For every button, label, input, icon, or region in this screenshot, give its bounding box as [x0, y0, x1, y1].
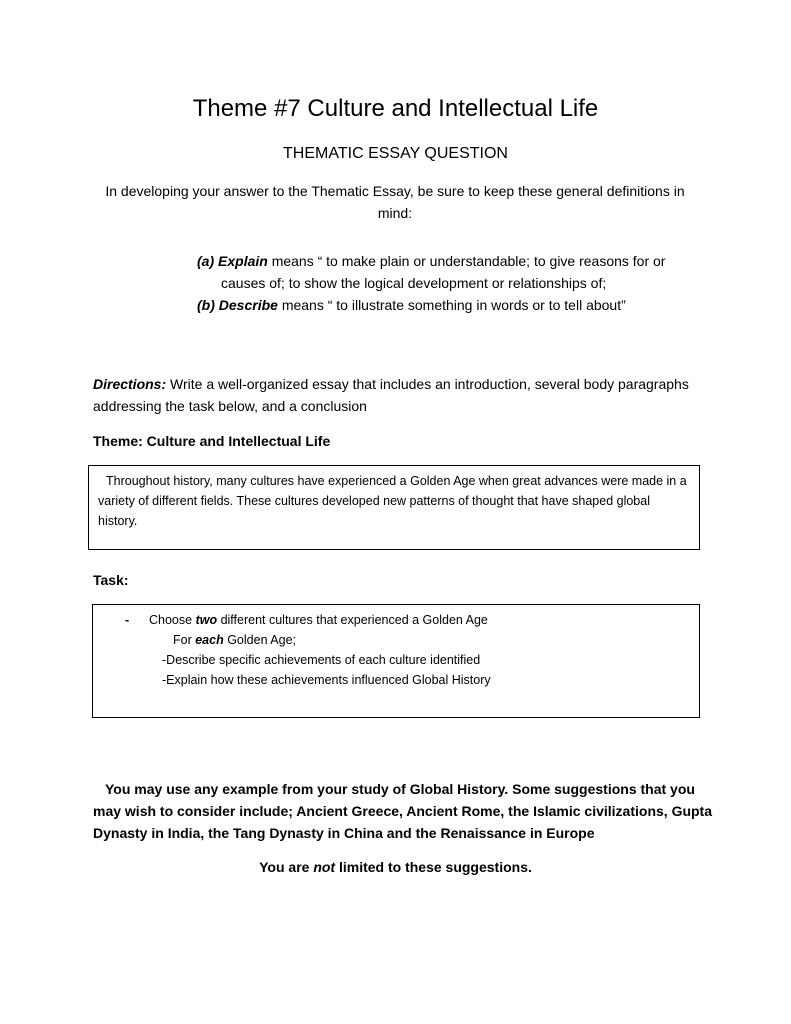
- definition-describe: [197, 294, 717, 316]
- section-subtitle: THEMATIC ESSAY QUESTION: [283, 145, 508, 162]
- theme-heading: Theme: Culture and Intellectual Life: [93, 433, 331, 449]
- intro-paragraph: In developing your answer to the Thematic Essay, be sure to keep these general definitions in mind:: [105, 183, 685, 221]
- theme-text: Throughout history, many cultures have experienced a Golden Age when great advances were made in a variety of different fields. These cultures developed new patterns of thought that have shaped global history.: [98, 474, 687, 528]
- definition-text: means “ to illustrate something in words or to tell about”: [277, 297, 626, 313]
- task-line-describe: -Describe specific achievements of each culture identified: [162, 653, 481, 667]
- task-line-choose: - Choose two different cultures that experienced a Golden Age: [101, 610, 691, 630]
- definition-term: Describe: [218, 297, 278, 313]
- directions-paragraph: [93, 373, 713, 417]
- limit-emphasis-not: not: [313, 859, 336, 875]
- limit-note: You are not limited to these suggestions.: [259, 859, 532, 875]
- definition-text: means “ to make plain or understandable; to give reasons for or: [267, 253, 666, 269]
- directions-label: Directions:: [93, 376, 167, 392]
- task-box: [92, 604, 700, 718]
- task-emphasis-each: each: [195, 633, 224, 647]
- suggestions-paragraph: You may use any example from your study of Global History. Some suggestions that you may wish to consider include; Ancient Greece, Ancient Rome, the Islamic civilizations, Gupta Dynasty in India, the Tang Dynasty in China and the Renaissance in Europe: [93, 781, 713, 841]
- definition-marker: (b): [197, 297, 215, 313]
- directions-text: Write a well-organized essay that includes an introduction, several body paragraphs addressing the task below, and a conclusion: [93, 376, 689, 414]
- task-line-explain: -Explain how these achievements influenced Global History: [162, 673, 491, 687]
- task-line-each: For each Golden Age;: [173, 633, 297, 647]
- definition-explain: [197, 250, 717, 294]
- task-heading: Task:: [93, 572, 129, 588]
- task-emphasis-two: two: [195, 613, 218, 627]
- definition-text-continued: causes of; to show the logical development or relationships of;: [221, 275, 607, 291]
- theme-box: [88, 465, 700, 550]
- definition-marker: (a): [197, 253, 215, 269]
- task-bullet: -: [125, 613, 130, 627]
- page-title: Theme #7 Culture and Intellectual Life: [192, 95, 599, 122]
- definition-term: Explain: [218, 253, 268, 269]
